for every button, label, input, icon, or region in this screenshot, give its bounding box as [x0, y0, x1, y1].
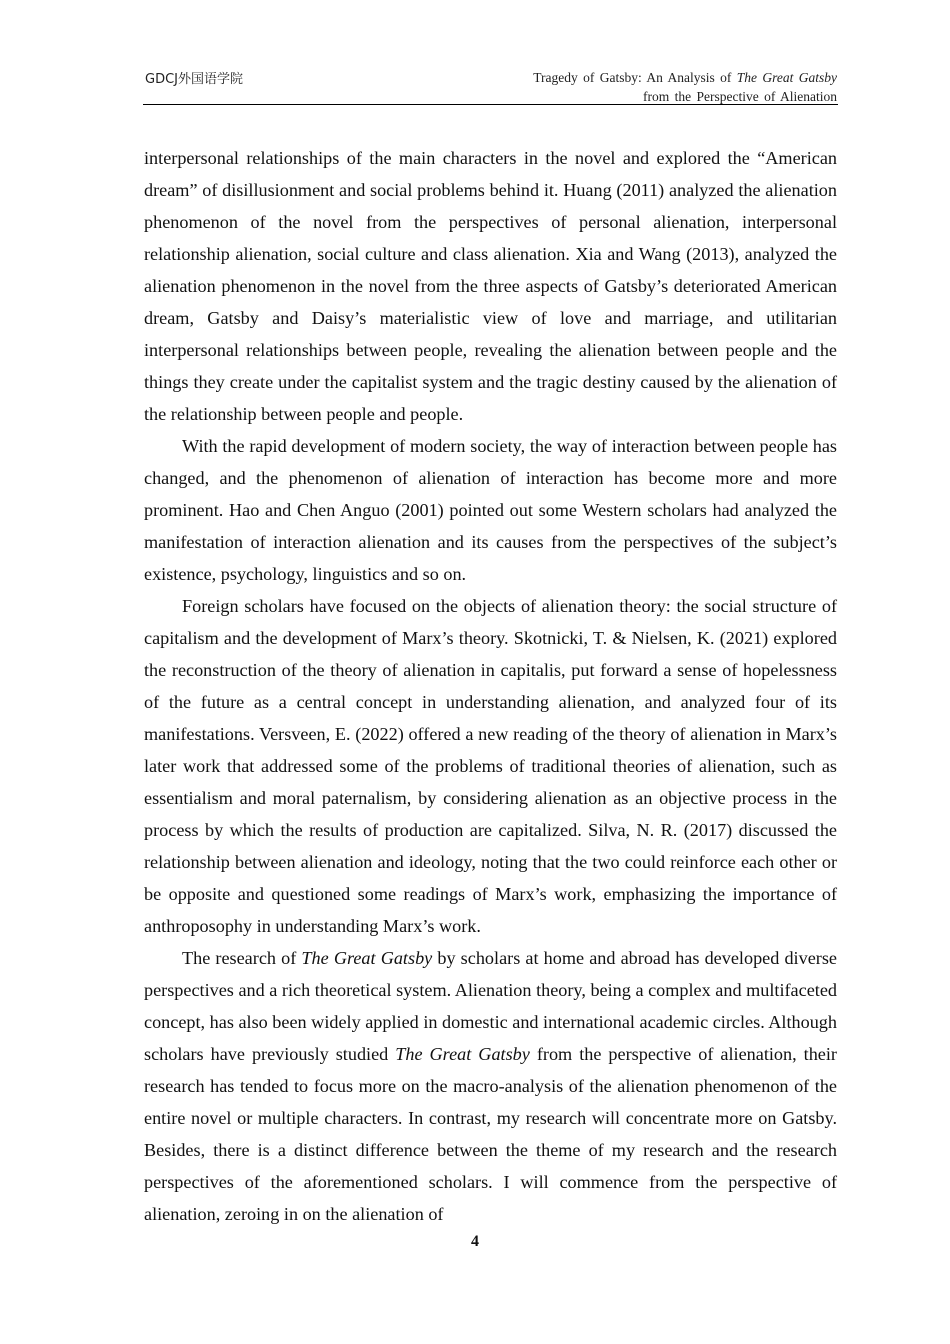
paragraph-3: Foreign scholars have focused on the objects of alienation theory: the social structure of capitalism and the development of Marx’s theory. Skotnicki, T. & Nielsen, K. (2021) explored the reconstruction of the theory of alienation in capitalis, put forward a sense of hopelessness of the future as a central concept in understanding alienation, and analyzed four of its manifestations. Versveen, E. (2022) offered a new reading of the theory of alienation in Marx’s later work that addressed some of the problems of traditional theories of alienation, such as essentialism and moral paternalism, by considering alienation as an objective process in the process by which the results of production are capitalized. Silva, N. R. (2017) discussed the relationship between alienation and ideology, noting that the two could reinforce each other or be opposite and questioned some readings of Marx’s work, emphasizing the importance of anthroposophy in understanding Marx’s work. [144, 596, 837, 936]
page-number: 4 [471, 1233, 479, 1250]
header-institution: GDCJ外国语学院 [145, 72, 243, 87]
paragraph-4: The research of The Great Gatsby by scholars at home and abroad has developed diverse perspectives and a rich theoretical system. Alienation theory, being a complex and multifaceted concept, has also been widely applied in domestic and international academic circles. Although scholars have previously studied The Great Gatsby from the perspective of alienation, their research has tended to focus more on the macro-analysis of the alienation phenomenon of the entire novel or multiple characters. In contrast, my research will concentrate more on Gatsby. Besides, there is a distinct difference between the theme of my research and the research perspectives of the aforementioned scholars. I will commence from the perspective of alienation, zeroing in on the alienation of [144, 948, 837, 1224]
header-title-line-1: Tragedy of Gatsby: An Analysis of The Great Gatsby [533, 70, 837, 85]
header-thesis-title [533, 68, 837, 106]
body-text [144, 142, 837, 1230]
paragraph-1: interpersonal relationships of the main characters in the novel and explored the “American dream” of disillusionment and social problems behind it. Huang (2011) analyzed the alienation phenomenon of the novel from the perspectives of personal alienation, interpersonal relationship alienation, social culture and class alienation. Xia and Wang (2013), analyzed the alienation phenomenon in the novel from the three aspects of Gatsby’s deteriorated American dream, Gatsby and Daisy’s materialistic view of love and marriage, and utilitarian interpersonal relationships between people, revealing the alienation between people and the things they create under the capitalist system and the tragic destiny caused by the alienation of the relationship between people and people. [144, 148, 837, 424]
book-title: The Great Gatsby [301, 948, 433, 968]
header-rule [143, 104, 838, 105]
header-title-line-2: from the Perspective of Alienation [643, 89, 837, 104]
book-title: The Great Gatsby [395, 1044, 530, 1064]
header-book-title: The Great Gatsby [736, 70, 837, 85]
paragraph-2: With the rapid development of modern society, the way of interaction between people has changed, and the phenomenon of alienation of interaction has become more and more prominent. Hao and Chen Anguo (2001) pointed out some Western scholars had analyzed the manifestation of interaction alienation and its causes from the perspectives of the subject’s existence, psychology, linguistics and so on. [144, 436, 837, 584]
